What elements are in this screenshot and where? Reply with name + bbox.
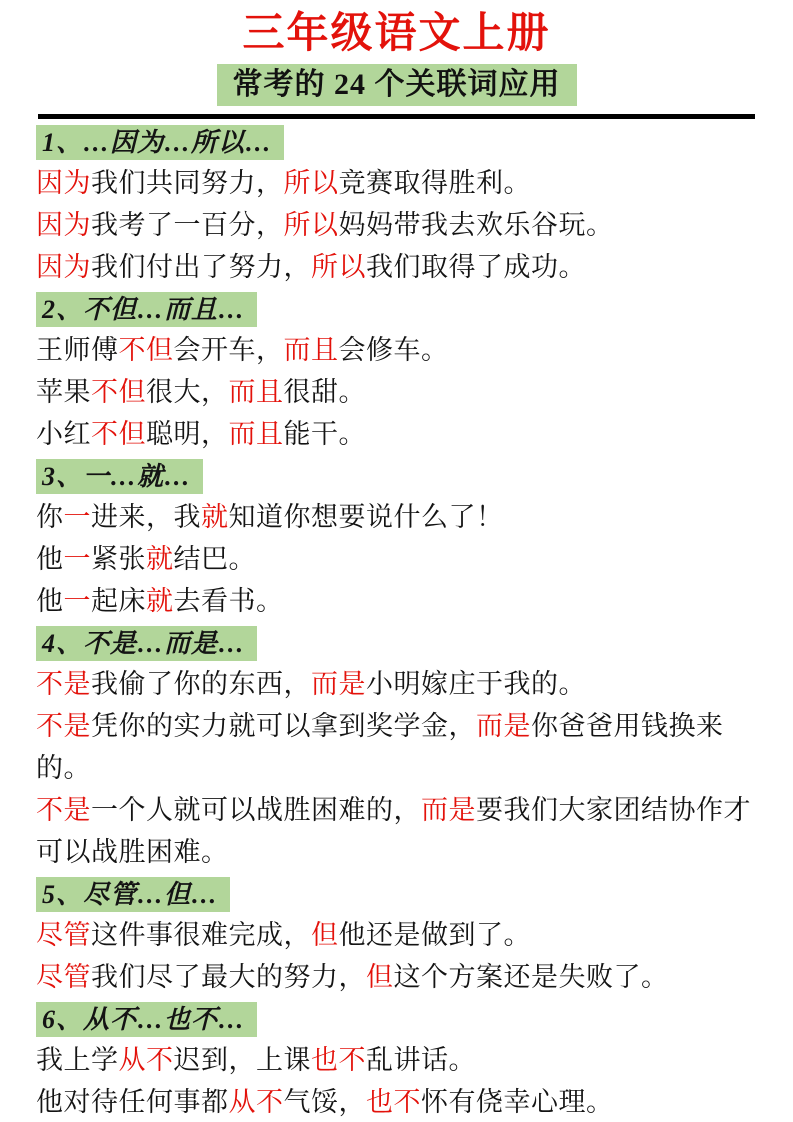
section-header: 2、不但…而且… bbox=[36, 292, 257, 327]
conjunction-highlight: 所以 bbox=[283, 210, 339, 240]
sentence-text: 很大， bbox=[146, 377, 229, 407]
sentence-text: 我们共同努力， bbox=[91, 168, 284, 198]
conjunction-highlight: 所以 bbox=[311, 252, 366, 282]
example-sentence bbox=[36, 371, 757, 413]
sentence-text: 能干。 bbox=[283, 419, 366, 449]
sentence-text: 这个方案还是失败了。 bbox=[393, 962, 669, 992]
section bbox=[36, 998, 757, 1122]
conjunction-highlight: 因为 bbox=[36, 210, 91, 240]
sentence-text: 怀有侥幸心理。 bbox=[421, 1087, 614, 1117]
sentence-text: 我们尽了最大的努力， bbox=[91, 962, 366, 992]
conjunction-highlight: 不但 bbox=[91, 377, 146, 407]
conjunction-highlight: 尽管 bbox=[36, 920, 91, 950]
conjunction-highlight: 尽管 bbox=[36, 962, 91, 992]
conjunction-highlight: 不但 bbox=[91, 419, 146, 449]
sentence-text: 紧张 bbox=[91, 544, 146, 574]
sentence-text: 苹果 bbox=[36, 377, 91, 407]
section bbox=[36, 288, 757, 455]
conjunction-highlight: 就 bbox=[201, 502, 229, 532]
conjunction-highlight: 一 bbox=[63, 502, 91, 532]
sentence-text: 我偷了你的东西， bbox=[91, 669, 311, 699]
sentence-text: 他还是做到了。 bbox=[338, 920, 531, 950]
sentence-text: 凭你的实力就可以拿到奖学金， bbox=[91, 711, 476, 741]
sentence-text: 竞赛取得胜利。 bbox=[338, 168, 531, 198]
conjunction-highlight: 从不 bbox=[228, 1087, 284, 1117]
subtitle-badge: 常考的 24 个关联词应用 bbox=[217, 64, 577, 106]
example-sentence bbox=[36, 496, 757, 538]
section-header: 3、一…就… bbox=[36, 459, 203, 494]
conjunction-highlight: 所以 bbox=[283, 168, 339, 198]
section bbox=[36, 873, 757, 998]
sentence-text: 你爸爸用钱换来的。 bbox=[36, 711, 724, 783]
conjunction-highlight: 就 bbox=[146, 544, 174, 574]
example-sentence bbox=[36, 1039, 757, 1081]
sections-container bbox=[36, 121, 757, 1122]
section-header: 5、尽管…但… bbox=[36, 877, 230, 912]
conjunction-highlight: 从不 bbox=[118, 1045, 174, 1075]
section bbox=[36, 121, 757, 288]
example-sentence bbox=[36, 1081, 757, 1122]
divider bbox=[38, 114, 755, 119]
example-sentence bbox=[36, 914, 757, 956]
conjunction-highlight: 但 bbox=[366, 962, 394, 992]
sentence-text: 妈妈带我去欢乐谷玩。 bbox=[338, 210, 614, 240]
sentence-text: 气馁， bbox=[283, 1087, 366, 1117]
sentence-text: 他 bbox=[36, 544, 64, 574]
conjunction-highlight: 而是 bbox=[476, 711, 531, 741]
sentence-text: 去看书。 bbox=[173, 586, 284, 616]
conjunction-highlight: 就 bbox=[146, 586, 174, 616]
example-sentence bbox=[36, 663, 757, 705]
conjunction-highlight: 一 bbox=[63, 586, 91, 616]
sentence-text: 我们取得了成功。 bbox=[366, 252, 586, 282]
conjunction-highlight: 而且 bbox=[228, 419, 284, 449]
example-sentence bbox=[36, 956, 757, 998]
sentence-text: 会修车。 bbox=[338, 335, 449, 365]
conjunction-highlight: 一 bbox=[63, 544, 91, 574]
conjunction-highlight: 不是 bbox=[36, 669, 91, 699]
conjunction-highlight: 而是 bbox=[421, 795, 476, 825]
sentence-text: 我考了一百分， bbox=[91, 210, 284, 240]
conjunction-highlight: 不是 bbox=[36, 711, 91, 741]
conjunction-highlight: 因为 bbox=[36, 252, 91, 282]
sentence-text: 小红 bbox=[36, 419, 91, 449]
sentence-text: 迟到，上课 bbox=[173, 1045, 311, 1075]
sentence-text: 他对待任何事都 bbox=[36, 1087, 229, 1117]
example-sentence bbox=[36, 162, 757, 204]
section bbox=[36, 455, 757, 622]
conjunction-highlight: 但 bbox=[311, 920, 339, 950]
page-title: 三年级语文上册 bbox=[242, 11, 551, 57]
sentence-text: 结巴。 bbox=[173, 544, 256, 574]
section-header: 6、从不…也不… bbox=[36, 1002, 257, 1037]
sentence-text: 乱讲话。 bbox=[366, 1045, 476, 1075]
example-sentence bbox=[36, 204, 757, 246]
example-sentence bbox=[36, 413, 757, 455]
conjunction-highlight: 而且 bbox=[283, 335, 339, 365]
sentence-text: 小明嫁庄于我的。 bbox=[366, 669, 586, 699]
sentence-text: 这件事很难完成， bbox=[91, 920, 311, 950]
sentence-text: 你 bbox=[36, 502, 64, 532]
example-sentence bbox=[36, 246, 757, 288]
sentence-text: 我们付出了努力， bbox=[91, 252, 311, 282]
sentence-text: 我上学 bbox=[36, 1045, 119, 1075]
sentence-text: 王师傅 bbox=[36, 335, 119, 365]
conjunction-highlight: 因为 bbox=[36, 168, 91, 198]
conjunction-highlight: 不是 bbox=[36, 795, 91, 825]
example-sentence bbox=[36, 538, 757, 580]
sentence-text: 进来，我 bbox=[91, 502, 201, 532]
conjunction-highlight: 而且 bbox=[228, 377, 284, 407]
sentence-text: 会开车， bbox=[173, 335, 284, 365]
subtitle-row bbox=[36, 64, 757, 106]
example-sentence bbox=[36, 580, 757, 622]
conjunction-highlight: 而是 bbox=[311, 669, 366, 699]
sentence-text: 聪明， bbox=[146, 419, 229, 449]
section bbox=[36, 622, 757, 873]
example-sentence bbox=[36, 705, 757, 789]
section-header: 4、不是…而是… bbox=[36, 626, 257, 661]
sentence-text: 他 bbox=[36, 586, 64, 616]
conjunction-highlight: 也不 bbox=[366, 1087, 421, 1117]
sentence-text: 起床 bbox=[91, 586, 146, 616]
sentence-text: 一个人就可以战胜困难的， bbox=[91, 795, 421, 825]
section-header: 1、…因为…所以… bbox=[36, 125, 284, 160]
example-sentence bbox=[36, 789, 757, 873]
sentence-text: 很甜。 bbox=[283, 377, 366, 407]
conjunction-highlight: 不但 bbox=[118, 335, 174, 365]
sentence-text: 要我们大家团结协作才可以战胜困难。 bbox=[36, 795, 751, 867]
example-sentence bbox=[36, 329, 757, 371]
conjunction-highlight: 也不 bbox=[311, 1045, 366, 1075]
sentence-text: 知道你想要说什么了！ bbox=[228, 502, 504, 532]
